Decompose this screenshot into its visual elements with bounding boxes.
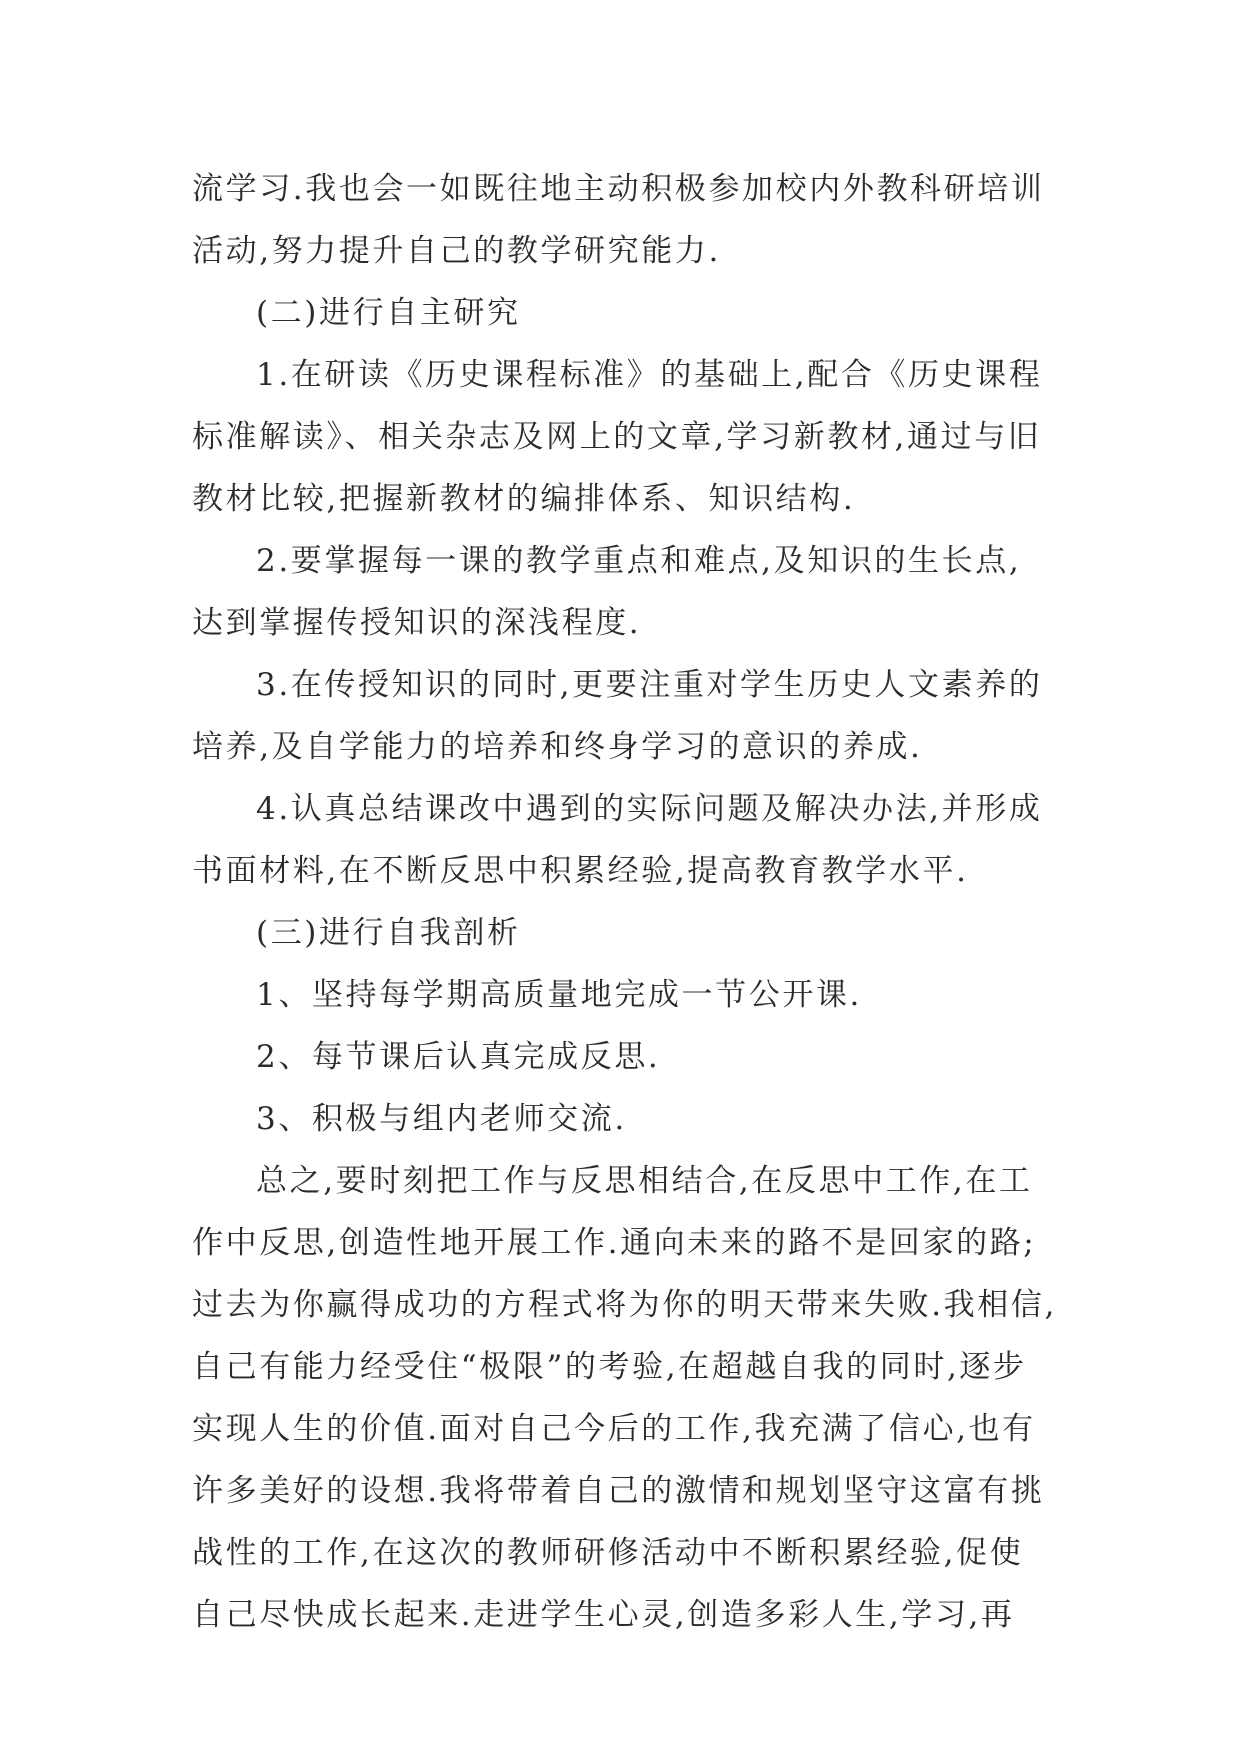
text-line: 3.在传授知识的同时,更要注重对学生历史人文素养的 xyxy=(256,667,1043,703)
text-line: 许多美好的设想.我将带着自己的激情和规划坚守这富有挑 xyxy=(192,1473,1045,1509)
text-line: 1.在研读《历史课程标准》的基础上,配合《历史课程 xyxy=(256,357,1043,393)
text-line: 过去为你赢得成功的方程式将为你的明天带来失败.我相信, xyxy=(192,1287,1057,1323)
text-line: 流学习.我也会一如既往地主动积极参加校内外教科研培训 xyxy=(192,171,1045,207)
text-line: 自己尽快成长起来.走进学生心灵,创造多彩人生,学习,再 xyxy=(192,1597,1015,1633)
section-heading: (三)进行自我剖析 xyxy=(256,915,521,951)
text-line: 教材比较,把握新教材的编排体系、知识结构. xyxy=(192,481,856,517)
document-body xyxy=(192,158,1062,1646)
text-line: 实现人生的价值.面对自己今后的工作,我充满了信心,也有 xyxy=(192,1411,1036,1447)
text-line: 作中反思,创造性地开展工作.通向未来的路不是回家的路; xyxy=(192,1225,1037,1261)
text-line: 4.认真总结课改中遇到的实际问题及解决办法,并形成 xyxy=(256,791,1043,827)
text-line: 战性的工作,在这次的教师研修活动中不断积累经验,促使 xyxy=(192,1535,1024,1571)
list-item: 1、坚持每学期高质量地完成一节公开课. xyxy=(256,977,862,1013)
text-line: 培养,及自学能力的培养和终身学习的意识的养成. xyxy=(192,729,923,765)
text-line: 达到掌握传授知识的深浅程度. xyxy=(192,605,642,641)
text-line: 自己有能力经受住“极限”的考验,在超越自我的同时,逐步 xyxy=(192,1349,1027,1385)
text-line: 书面材料,在不断反思中积累经验,提高教育教学水平. xyxy=(192,853,969,889)
text-line: 标准解读》、相关杂志及网上的文章,学习新教材,通过与旧 xyxy=(192,419,1042,455)
list-item: 2、每节课后认真完成反思. xyxy=(256,1039,661,1075)
list-item: 3、积极与组内老师交流. xyxy=(256,1101,627,1137)
text-line: 总之,要时刻把工作与反思相结合,在反思中工作,在工 xyxy=(256,1163,1033,1199)
text-line: 2.要掌握每一课的教学重点和难点,及知识的生长点, xyxy=(256,543,1022,579)
text-line: 活动,努力提升自己的教学研究能力. xyxy=(192,233,721,269)
section-heading: (二)进行自主研究 xyxy=(256,295,521,331)
